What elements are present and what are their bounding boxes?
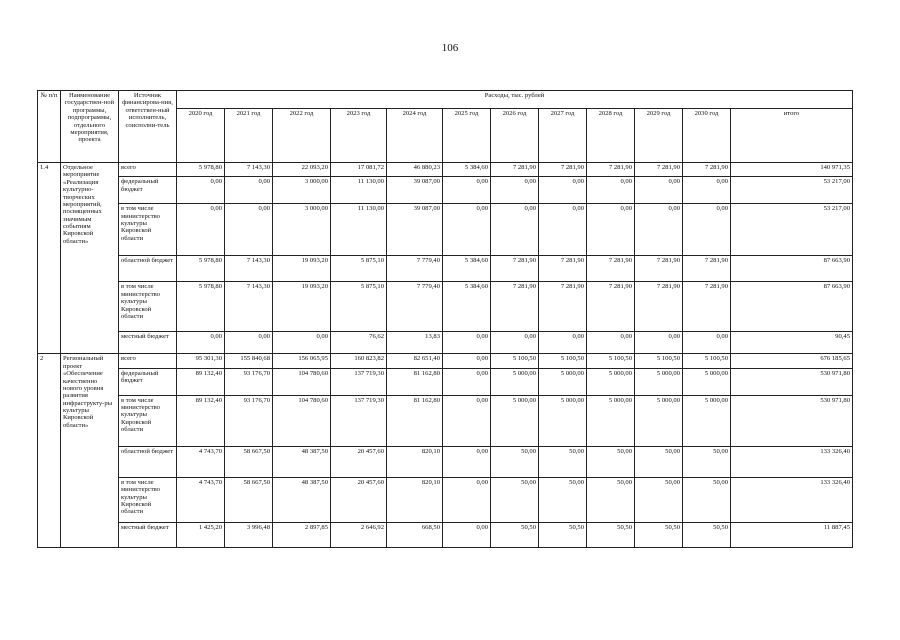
year-value: 5 000,00 [635,395,683,446]
year-value: 0,00 [539,177,587,204]
year-value: 0,00 [443,523,491,548]
year-value: 0,00 [177,331,225,354]
year-value: 0,00 [539,331,587,354]
year-value: 5 384,60 [443,163,491,177]
year-value: 7 779,40 [387,282,443,331]
year-value: 50,50 [491,523,539,548]
year-value: 19 093,20 [273,255,331,282]
year-value: 0,00 [635,204,683,255]
year-value: 0,00 [491,177,539,204]
total-value: 133 326,40 [731,477,853,522]
year-value: 0,00 [491,331,539,354]
year-value: 7 281,90 [587,255,635,282]
year-value: 5 000,00 [539,395,587,446]
table-row [38,255,853,282]
header-year: 2028 год [587,109,635,163]
year-value: 0,00 [273,331,331,354]
total-value: 676 185,65 [731,354,853,368]
table-row [38,163,853,177]
table-row [38,354,853,368]
year-value: 4 743,70 [177,477,225,522]
year-value: 50,00 [491,477,539,522]
header-source: Источник финансирова-ния, ответствен-ный исполнитель, соисполни-тель [119,91,177,163]
year-value: 20 457,60 [331,447,387,478]
year-value: 5 875,10 [331,282,387,331]
year-value: 50,50 [635,523,683,548]
year-value: 0,00 [491,204,539,255]
year-value: 2 646,92 [331,523,387,548]
item-name: Региональный проект «Обеспечение качественно нового уровня развития инфраструкту-ры культуры Кировской области» [61,354,119,548]
year-value: 0,00 [443,368,491,395]
total-value: 90,45 [731,331,853,354]
year-value: 95 301,30 [177,354,225,368]
year-value: 2 897,85 [273,523,331,548]
header-year: 2025 год [443,109,491,163]
header-name: Наименование государствен-ной программы, подпрограммы, отдельного мероприятия, проекта [61,91,119,163]
year-value: 93 176,70 [225,368,273,395]
year-value: 5 978,80 [177,282,225,331]
year-value: 0,00 [225,331,273,354]
year-value: 7 281,90 [635,255,683,282]
year-value: 0,00 [539,204,587,255]
year-value: 48 387,50 [273,477,331,522]
year-value: 19 093,20 [273,282,331,331]
year-value: 820,10 [387,477,443,522]
total-value: 87 663,90 [731,255,853,282]
year-value: 0,00 [443,177,491,204]
year-value: 0,00 [443,395,491,446]
funding-source: в том числе министерство культуры Кировской области [119,282,177,331]
total-value: 133 326,40 [731,447,853,478]
year-value: 820,10 [387,447,443,478]
funding-source: областной бюджет [119,447,177,478]
year-value: 3 000,00 [273,177,331,204]
funding-source: местный бюджет [119,523,177,548]
year-value: 0,00 [587,177,635,204]
year-value: 137 719,30 [331,368,387,395]
year-value: 50,00 [635,447,683,478]
year-value: 5 100,50 [587,354,635,368]
table-row [38,523,853,548]
item-number: 2 [38,354,61,548]
year-value: 0,00 [683,204,731,255]
year-value: 7 281,90 [635,163,683,177]
year-value: 50,00 [587,477,635,522]
table-row [38,177,853,204]
table-row [38,395,853,446]
year-value: 5 978,80 [177,255,225,282]
year-value: 0,00 [443,331,491,354]
year-value: 5 978,80 [177,163,225,177]
year-value: 5 100,50 [683,354,731,368]
header-year: итого [731,109,853,163]
total-value: 53 217,00 [731,177,853,204]
year-value: 0,00 [443,447,491,478]
year-value: 39 087,00 [387,177,443,204]
year-value: 0,00 [587,204,635,255]
year-value: 48 387,50 [273,447,331,478]
year-value: 50,50 [539,523,587,548]
year-value: 155 840,68 [225,354,273,368]
year-value: 7 143,30 [225,282,273,331]
total-value: 530 971,80 [731,368,853,395]
funding-source: всего [119,163,177,177]
year-value: 50,00 [683,477,731,522]
year-value: 50,00 [539,477,587,522]
table-row [38,204,853,255]
year-value: 104 780,60 [273,368,331,395]
header-year: 2027 год [539,109,587,163]
total-value: 87 663,90 [731,282,853,331]
year-value: 7 281,90 [635,282,683,331]
year-value: 0,00 [683,331,731,354]
funding-source: областной бюджет [119,255,177,282]
year-value: 0,00 [177,177,225,204]
total-value: 530 971,80 [731,395,853,446]
year-value: 7 281,90 [491,282,539,331]
year-value: 5 000,00 [587,395,635,446]
year-value: 50,00 [587,447,635,478]
year-value: 7 281,90 [491,163,539,177]
year-value: 137 719,30 [331,395,387,446]
year-value: 0,00 [225,204,273,255]
year-value: 7 281,90 [491,255,539,282]
budget-table [37,90,853,548]
year-value: 7 281,90 [587,282,635,331]
year-value: 13,83 [387,331,443,354]
table-row [38,447,853,478]
table-row [38,477,853,522]
header-expenses: Расходы, тыс. рублей [177,91,853,109]
year-value: 20 457,60 [331,477,387,522]
year-value: 39 087,00 [387,204,443,255]
year-value: 50,50 [683,523,731,548]
year-value: 7 281,90 [539,255,587,282]
item-name: Отдельное мероприятие «Реализация культурно-творческих мероприятий, посвященных значимым событиям Кировской области» [61,163,119,354]
year-value: 81 162,80 [387,395,443,446]
funding-source: всего [119,354,177,368]
year-value: 0,00 [443,354,491,368]
year-value: 5 000,00 [635,368,683,395]
funding-source: федеральный бюджет [119,368,177,395]
header-year: 2026 год [491,109,539,163]
year-value: 11 130,00 [331,177,387,204]
year-value: 93 176,70 [225,395,273,446]
year-value: 89 132,40 [177,368,225,395]
header-year: 2024 год [387,109,443,163]
year-value: 89 132,40 [177,395,225,446]
year-value: 5 384,60 [443,255,491,282]
year-value: 0,00 [443,477,491,522]
year-value: 7 281,90 [683,282,731,331]
year-value: 7 281,90 [683,255,731,282]
header-year: 2030 год [683,109,731,163]
year-value: 0,00 [635,177,683,204]
year-value: 0,00 [225,177,273,204]
table-row [38,282,853,331]
year-value: 7 281,90 [539,163,587,177]
year-value: 82 651,40 [387,354,443,368]
year-value: 11 130,00 [331,204,387,255]
year-value: 58 667,50 [225,447,273,478]
year-value: 160 823,82 [331,354,387,368]
year-value: 5 875,10 [331,255,387,282]
header-no: № п/п [38,91,61,163]
table-row [38,368,853,395]
year-value: 50,00 [635,477,683,522]
year-value: 5 000,00 [587,368,635,395]
year-value: 7 143,30 [225,163,273,177]
year-value: 5 000,00 [683,368,731,395]
year-value: 4 743,70 [177,447,225,478]
header-year: 2029 год [635,109,683,163]
year-value: 17 081,72 [331,163,387,177]
funding-source: в том числе министерство культуры Кировской области [119,204,177,255]
funding-source: в том числе министерство культуры Кировской области [119,395,177,446]
year-value: 5 000,00 [491,395,539,446]
year-value: 5 000,00 [683,395,731,446]
year-value: 3 996,48 [225,523,273,548]
year-value: 104 780,60 [273,395,331,446]
year-value: 5 384,60 [443,282,491,331]
year-value: 5 100,50 [539,354,587,368]
year-value: 50,00 [491,447,539,478]
year-value: 7 281,90 [587,163,635,177]
total-value: 11 887,45 [731,523,853,548]
year-value: 50,00 [539,447,587,478]
year-value: 5 000,00 [491,368,539,395]
year-value: 7 143,30 [225,255,273,282]
year-value: 46 880,23 [387,163,443,177]
year-value: 0,00 [635,331,683,354]
funding-source: в том числе министерство культуры Кировской области [119,477,177,522]
year-value: 7 779,40 [387,255,443,282]
header-year: 2022 год [273,109,331,163]
year-value: 5 100,50 [491,354,539,368]
year-value: 0,00 [587,331,635,354]
total-value: 53 217,00 [731,204,853,255]
year-value: 50,50 [587,523,635,548]
year-value: 22 093,20 [273,163,331,177]
item-number: 1.4 [38,163,61,354]
year-value: 1 425,20 [177,523,225,548]
funding-source: федеральный бюджет [119,177,177,204]
year-value: 156 065,95 [273,354,331,368]
year-value: 668,50 [387,523,443,548]
funding-source: местный бюджет [119,331,177,354]
year-value: 5 000,00 [539,368,587,395]
page-number: 106 [441,42,459,54]
year-value: 0,00 [177,204,225,255]
year-value: 58 667,50 [225,477,273,522]
year-value: 3 000,00 [273,204,331,255]
year-value: 0,00 [683,177,731,204]
table-row [38,331,853,354]
year-value: 7 281,90 [539,282,587,331]
header-year: 2023 год [331,109,387,163]
header-year: 2020 год [177,109,225,163]
header-year: 2021 год [225,109,273,163]
year-value: 76,62 [331,331,387,354]
total-value: 140 971,35 [731,163,853,177]
year-value: 5 100,50 [635,354,683,368]
year-value: 0,00 [443,204,491,255]
year-value: 7 281,90 [683,163,731,177]
year-value: 81 162,80 [387,368,443,395]
year-value: 50,00 [683,447,731,478]
